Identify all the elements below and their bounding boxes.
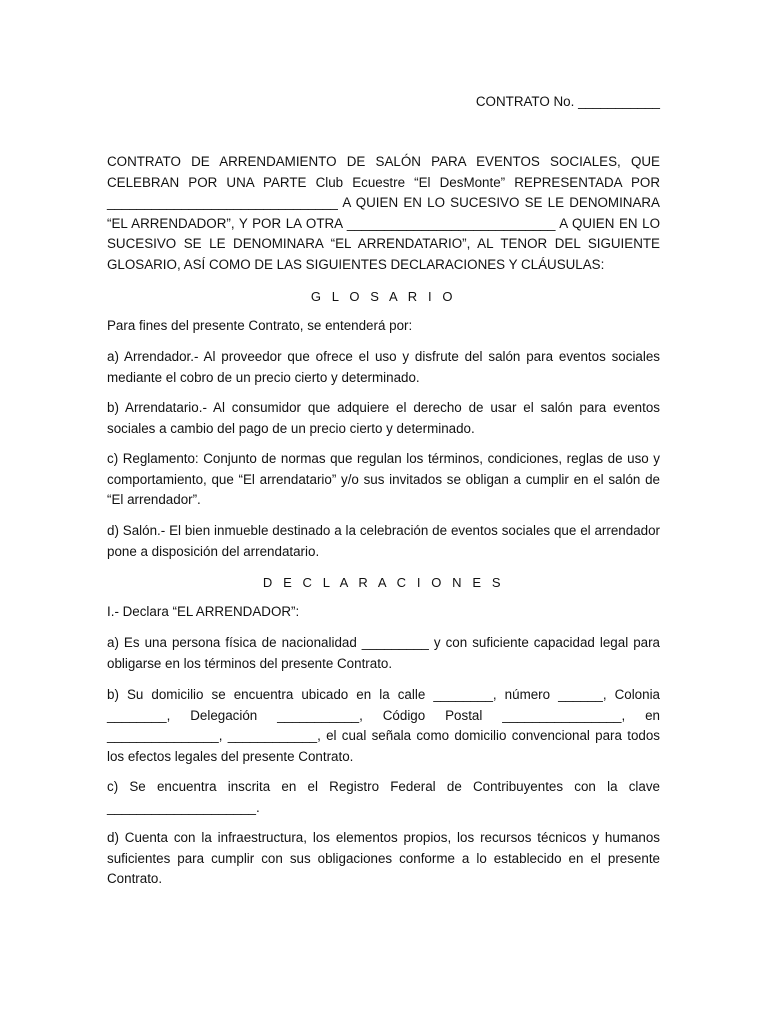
declaraciones-lead: I.- Declara “EL ARRENDADOR”:	[107, 604, 300, 619]
declaracion-item-a: a) Es una persona física de nacionalidad _________ y con suficiente capacidad legal para obligarse en los términos del presente Contrato.	[107, 635, 660, 671]
declaraciones-heading: D E C L A R A C I O N E S	[262, 575, 505, 590]
declaracion-item-c: c) Se encuentra inscrita en el Registro Federal de Contribuyentes con la clave ____________________.	[107, 779, 660, 815]
declaracion-item-b: b) Su domicilio se encuentra ubicado en la calle ________, número ______, Colonia ________, Delegación ___________, Código Postal ________________, en _______________, ____________, el cual señala como domicilio convencional para todos los efectos legales del presente Contrato.	[107, 687, 660, 764]
glosario-lead: Para fines del presente Contrato, se entenderá por:	[107, 318, 413, 333]
glosario-item-reglamento: c) Reglamento: Conjunto de normas que regulan los términos, condiciones, reglas de uso y comportamiento, que “El arrendatario” y/o sus invitados se obligan a cumplir en el salón de “El arrendador”.	[107, 451, 660, 508]
glosario-heading: G L O S A R I O	[310, 289, 457, 304]
glosario-item-arrendatario: b) Arrendatario.- Al consumidor que adquiere el derecho de usar el salón para eventos sociales a cambio del pago de un precio cierto y determinado.	[107, 400, 660, 436]
glosario-item-arrendador: a) Arrendador.- Al proveedor que ofrece el uso y disfrute del salón para eventos sociales mediante el cobro de un precio cierto y determinado.	[107, 349, 660, 385]
contract-number: CONTRATO No. ___________	[475, 94, 660, 109]
glosario-item-salon: d) Salón.- El bien inmueble destinado a la celebración de eventos sociales que el arrendador pone a disposición del arrendatario.	[107, 523, 660, 559]
declaracion-item-d: d) Cuenta con la infraestructura, los elementos propios, los recursos técnicos y humanos suficientes para cumplir con sus obligaciones conforme a lo establecido en el presente Contrato.	[107, 830, 660, 887]
contract-intro: CONTRATO DE ARRENDAMIENTO DE SALÓN PARA EVENTOS SOCIALES, QUE CELEBRAN POR UNA PARTE Club Ecuestre “El DesMonte” REPRESENTADA POR _______________________________ A QUIEN EN LO SUCESIVO SE LE DENOMINARA “EL ARRENDADOR”, Y POR LA OTRA ____________________________ A QUIEN EN LO SUCESIVO SE LE DENOMINARA “EL ARRENDATARIO”, AL TENOR DEL SIGUIENTE GLOSARIO, ASÍ COMO DE LAS SIGUIENTES DECLARACIONES Y CLÁUSULAS:	[107, 154, 660, 272]
